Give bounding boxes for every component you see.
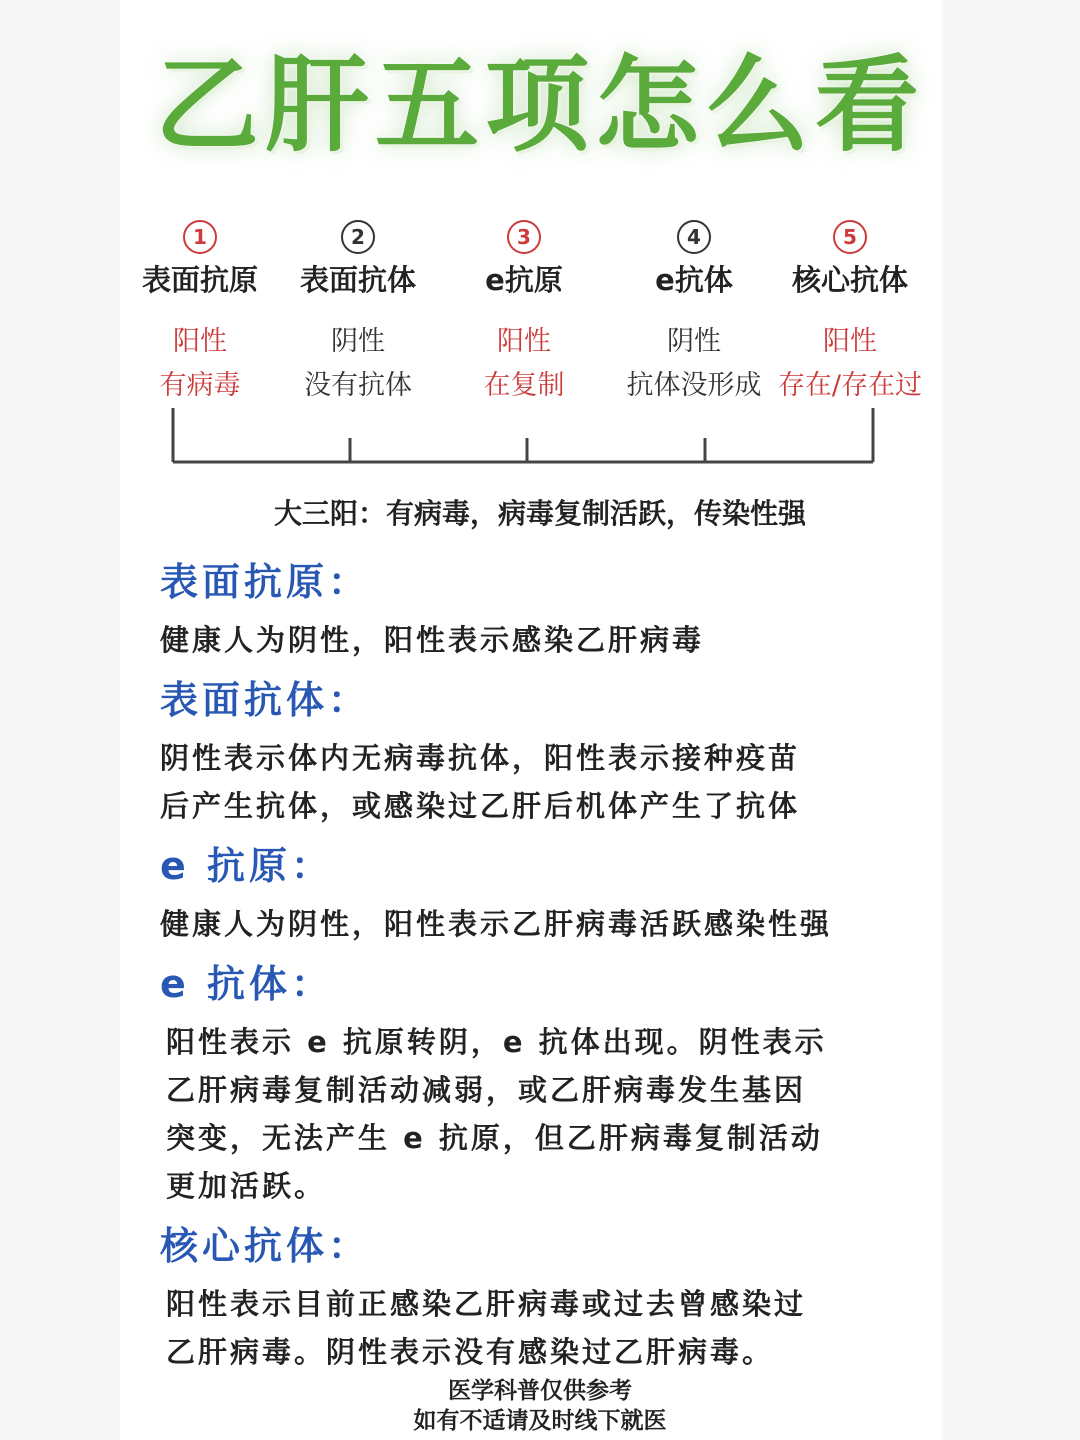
- section-body: [160, 1018, 940, 1210]
- marker-column-2: [278, 220, 438, 408]
- marker-number: 5: [833, 220, 867, 254]
- marker-name: 核心抗体: [791, 263, 908, 297]
- marker-status-value: 阴性: [331, 326, 385, 357]
- marker-status: [444, 320, 604, 408]
- marker-name: e抗体: [655, 263, 733, 297]
- marker-number: 3: [507, 220, 541, 254]
- section-heading: e 抗原：: [160, 844, 334, 888]
- marker-status: [120, 320, 280, 408]
- footer-line: 如有不适请及时线下就医: [413, 1408, 667, 1434]
- marker-column-5: [770, 220, 930, 408]
- marker-status: [278, 320, 438, 408]
- marker-name: e抗原: [485, 263, 563, 297]
- summary-text: 大三阳：有病毒，病毒复制活跃，传染性强: [273, 497, 806, 530]
- marker-name: 表面抗体: [299, 263, 416, 297]
- page-title: 乙肝五项怎么看: [154, 44, 925, 166]
- section-heading: 核心抗体：: [160, 1224, 371, 1268]
- explanation-list: [160, 546, 940, 1380]
- body-line: 健康人为阴性，阳性表示感染乙肝病毒: [160, 623, 705, 657]
- section-body: [160, 1280, 940, 1376]
- footer-disclaimer: [0, 1376, 1080, 1436]
- body-line: 健康人为阴性，阳性表示乙肝病毒活跃感染性强: [160, 907, 833, 941]
- body-line: 阴性表示体内无病毒抗体，阳性表示接种疫苗: [160, 741, 801, 775]
- marker-status-value: 阳性: [173, 326, 227, 357]
- section-heading: 表面抗原：: [160, 560, 371, 604]
- body-line: 乙肝病毒复制活动减弱，或乙肝病毒发生基因: [166, 1073, 807, 1107]
- body-line: 乙肝病毒。阴性表示没有感染过乙肝病毒。: [166, 1335, 775, 1369]
- marker-number: 1: [183, 220, 217, 254]
- body-line: 更加活跃。: [166, 1169, 327, 1203]
- marker-status-value: 阴性: [667, 326, 721, 357]
- body-line: 突变，无法产生 e 抗原，但乙肝病毒复制活动: [166, 1121, 823, 1155]
- marker-status: [614, 320, 774, 408]
- marker-number: 4: [677, 220, 711, 254]
- marker-column-1: [120, 220, 280, 408]
- marker-status-value: 阳性: [497, 326, 551, 357]
- body-line: 后产生抗体，或感染过乙肝后机体产生了抗体: [160, 789, 801, 823]
- marker-column-3: [444, 220, 604, 408]
- body-line: 阳性表示 e 抗原转阴，e 抗体出现。阴性表示: [166, 1025, 827, 1059]
- marker-status-meaning: 有病毒: [159, 370, 241, 401]
- marker-status-meaning: 存在/存在过: [777, 370, 923, 401]
- grouping-bracket: [170, 408, 882, 468]
- section-body: [160, 616, 940, 664]
- marker-name: 表面抗原: [141, 263, 258, 297]
- section-body: [160, 734, 940, 830]
- marker-status-meaning: 抗体没形成: [626, 370, 762, 401]
- marker-status-meaning: 在复制: [483, 370, 565, 401]
- footer-line: 医学科普仅供参考: [448, 1378, 632, 1404]
- marker-number: 2: [341, 220, 375, 254]
- marker-status: [770, 320, 930, 408]
- section-heading: 表面抗体：: [160, 678, 371, 722]
- marker-status-meaning: 没有抗体: [304, 370, 412, 401]
- section-body: [160, 900, 940, 948]
- body-line: 阳性表示目前正感染乙肝病毒或过去曾感染过: [166, 1287, 807, 1321]
- section-heading: e 抗体：: [160, 962, 334, 1006]
- marker-status-value: 阳性: [823, 326, 877, 357]
- marker-column-4: [614, 220, 774, 408]
